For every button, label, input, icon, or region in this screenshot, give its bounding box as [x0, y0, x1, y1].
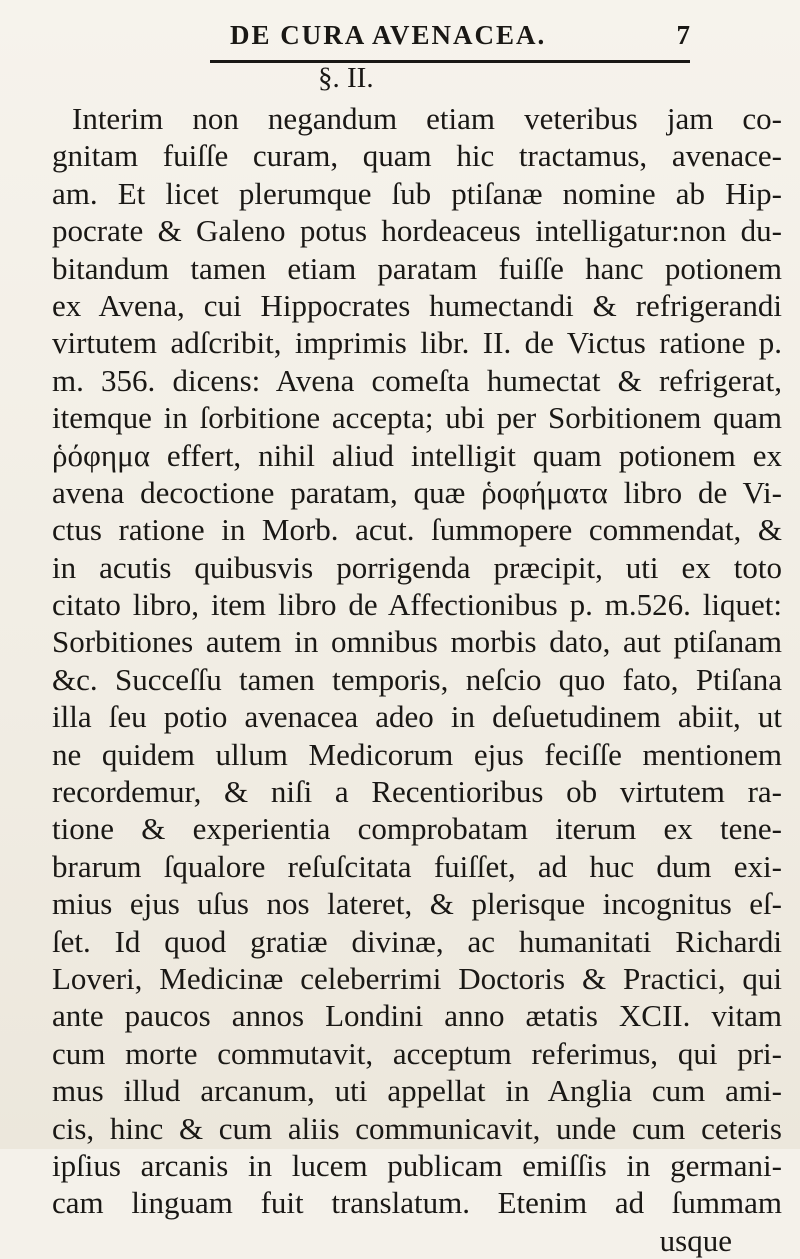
text-line: gnitam fuiſſe curam, quam hic tractamus, avenace-	[52, 138, 782, 174]
text-line: am. Et licet plerumque ſub ptiſanæ nomine ab Hip-	[52, 175, 782, 211]
text-line: ctus ratione in Morb. acut. ſummopere commendat, &	[52, 512, 782, 548]
text-line: ne quidem ullum Medicorum ejus feciſſe mentionem	[52, 736, 782, 772]
text-line: Loveri, Medicinæ celeberrimi Doctoris & Practici, qui	[52, 960, 782, 996]
running-title: DE CURA AVENACEA.	[230, 20, 547, 50]
text-line: cis, hinc & cum aliis communicavit, unde cum ceteris	[52, 1110, 782, 1146]
text-line: &c. Succeſſu tamen temporis, neſcio quo fato, Ptiſana	[52, 661, 782, 697]
text-line: bitandum tamen etiam paratam fuiſſe hanc potionem	[52, 250, 782, 286]
text-line: brarum ſqualore reſuſcitata fuiſſet, ad huc dum exi-	[52, 848, 782, 884]
text-line: ante paucos annos Londini anno ætatis XCII. vitam	[52, 998, 782, 1034]
text-line: avena decoctione paratam, quæ ῥοφήματα libro de Vi-	[52, 474, 782, 510]
catchword: usque	[659, 1222, 732, 1258]
text-line: ipſius arcanis in lucem publicam emiſſis in germani-	[52, 1147, 782, 1183]
text-line: cum morte commutavit, acceptum referimus, qui pri-	[52, 1035, 782, 1071]
text-line: Interim non negandum etiam veteribus jam co-	[72, 101, 782, 136]
text-line: ſet. Id quod gratiæ divinæ, ac humanitati Richardi	[52, 923, 782, 959]
text-line: itemque in ſorbitione accepta; ubi per Sorbitionem quam	[52, 400, 782, 436]
text-line: pocrate & Galeno potus hordeaceus intelligatur:non du-	[52, 213, 782, 249]
text-line: ῥόφημα effert, nihil aliud intelligit quam potionem ex	[52, 437, 782, 473]
text-line: mius ejus uſus nos lateret, & plerisque incognitus eſ-	[52, 886, 782, 922]
text-line: cam linguam fuit translatum. Etenim ad ſummam	[52, 1185, 782, 1221]
running-head	[210, 20, 690, 60]
text-line: citato libro, item libro de Affectionibus p. m.526. liquet:	[52, 587, 782, 623]
text-line: m. 356. dicens: Avena comeſta humectat & refrigerat,	[52, 362, 782, 398]
text-line: recordemur, & niſi a Recentioribus ob virtutem ra-	[52, 774, 782, 810]
header-rule	[210, 60, 690, 63]
text-line: tione & experientia comprobatam iterum ex tene-	[52, 811, 782, 847]
body-text	[52, 100, 782, 1259]
page-number: 7	[676, 20, 690, 50]
text-line: virtutem adſcribit, imprimis libr. II. de Victus ratione p.	[52, 325, 782, 361]
section-number: §. II.	[318, 62, 374, 94]
text-line: mus illud arcanum, uti appellat in Anglia cum ami-	[52, 1073, 782, 1109]
text-line: ex Avena, cui Hippocrates humectandi & refrigerandi	[52, 287, 782, 323]
text-line: Sorbitiones autem in omnibus morbis dato, aut ptiſanam	[52, 624, 782, 660]
text-line: illa ſeu potio avenacea adeo in deſuetudinem abiit, ut	[52, 699, 782, 735]
text-line: in acutis quibusvis porrigenda præcipit, uti ex toto	[52, 549, 782, 585]
